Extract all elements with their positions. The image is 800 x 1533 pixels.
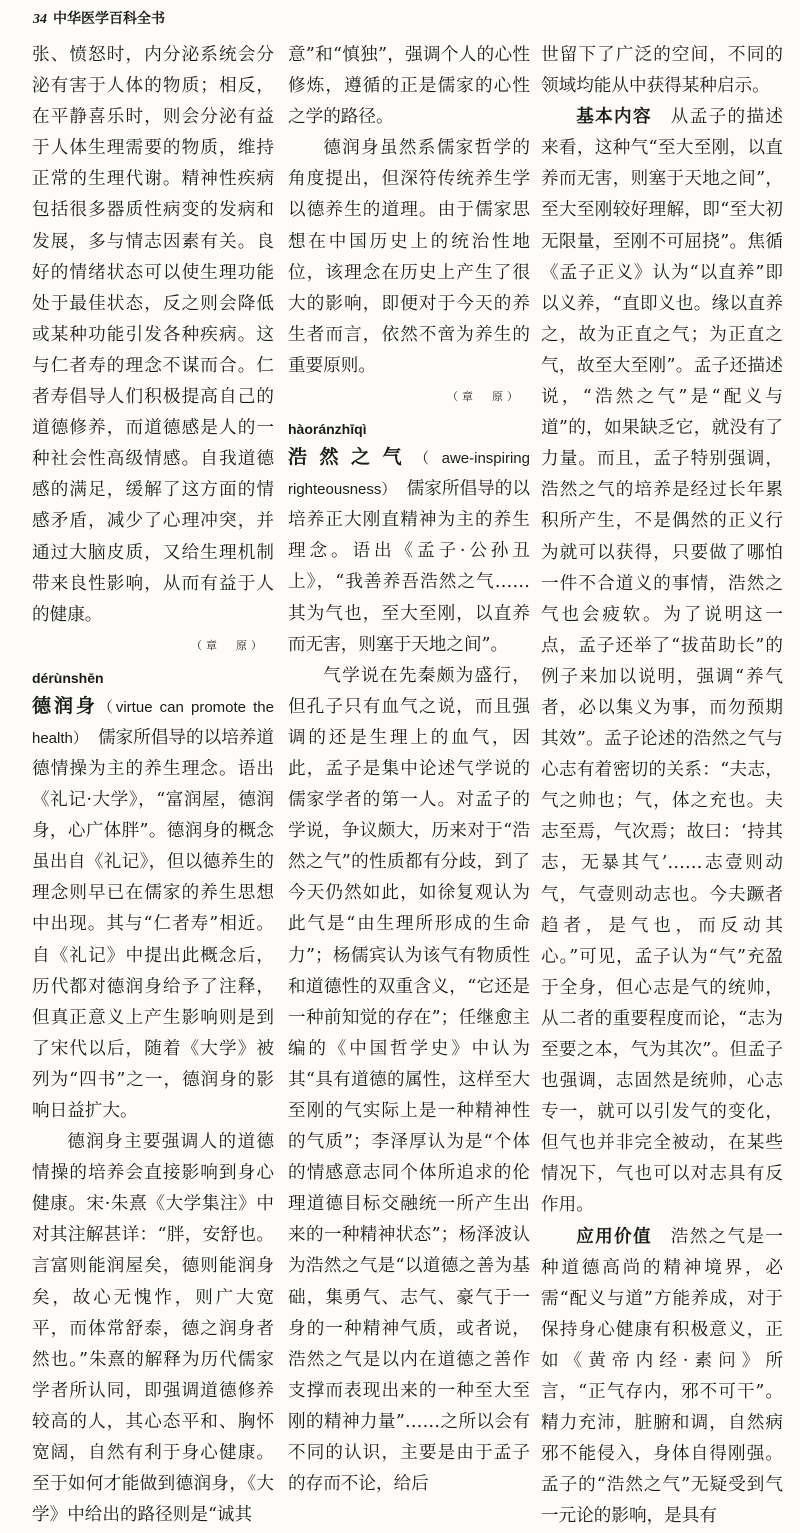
entry-english: （virtue can promote the health） bbox=[32, 698, 274, 747]
entry-term: 德润身 bbox=[32, 694, 98, 717]
paragraph: 德润身主要强调人的道德情操的培养会直接影响到身心健康。宋·朱熹《大学集注》中对其注解甚详：“胖，安舒也。言富则能润屋矣，德则能润身矣，故心无愧怍，则广大宽平，而体常舒泰，德之润身者然也。”朱熹的解释为历代儒家学者所认同，即强调道德修养较高的人，其心态平和、胸怀宽阔，自然有利于身心健康。至于如何才能做到德润身，《大学》中给出的路径则是“诚其 bbox=[32, 1132, 274, 1526]
section-basic-content bbox=[541, 102, 783, 1221]
entry-body bbox=[32, 691, 274, 1127]
entry-english: （awe-inspiring righteousness） bbox=[288, 450, 530, 499]
section-application-value bbox=[541, 1222, 783, 1533]
column-2 bbox=[288, 40, 530, 1500]
page-number: 34 bbox=[33, 12, 47, 27]
entry-definition: 儒家所倡导的以培养道德情操为主的养生理念。语出《礼记·大学》，“富润屋，德润身，心广体胖”。德润身的概念虽出自《礼记》，但以德养生的理念则早已在儒家的养生思想中出现。其与“仁者寿”相近。自《礼记》中提出此概念后，历代都对德润身给予了注释，但真正意义上产生影响则是到了宋代以后，随着《大学》被列为“四书”之一，德润身的影响日益扩大。 bbox=[32, 727, 274, 1121]
section-title: 应用价值 bbox=[576, 1226, 652, 1247]
author-signature: （章 原） bbox=[447, 390, 522, 404]
entry-pinyin: dérùnshēn bbox=[32, 669, 104, 686]
entry-definition: 儒家所倡导的以培养正大刚直精神为主的养生理念。语出《孟子·公孙丑上》，“我善养吾浩然之气……其为气也，至大至刚，以直养而无害，则塞于天地之间”。 bbox=[288, 479, 530, 655]
paragraph: 张、愤怒时，内分泌系统会分泌有害于人体的物质；相反，在平静喜乐时，则会分泌有益于人体生理需要的物质，维持正常的生理代谢。精神性疾病包括很多器质性病变的发病和发展，多与情志因素有关。良好的情绪状态可以使生理功能处于最佳状态，反之则会降低或某种功能引发各种疾病。这与仁者寿的理念不谋而合。仁者寿倡导人们积极提高自己的道德修养，而道德感是人的一种社会性高级情感。自我道德感的满足，缓解了这方面的情感矛盾，减少了心理冲突，并通过大脑皮质，又给生理机制带来良性影响，从而有益于人的健康。 bbox=[32, 45, 274, 625]
paragraph: 世留下了广泛的空间，不同的领域均能从中获得某种启示。 bbox=[541, 45, 783, 97]
entry-term: 浩然之气 bbox=[288, 446, 415, 469]
book-title: 中华医学百科全书 bbox=[53, 11, 165, 27]
paragraph: 德润身虽然系儒家哲学的角度提出，但深符传统养生学以德养生的道理。由于儒家思想在中国历史上的统治性地位，该理念在历史上产生了很大的影响，即便对于今天的养生者而言，依然不啻为养生的重要原则。 bbox=[288, 138, 530, 376]
author-signature: （章 原） bbox=[191, 638, 266, 652]
section-text: 浩然之气是一种道德高尚的精神境界，必需“配义与道”方能养成，对于保持身心健康有积极意义，正如《黄帝内经·素问》所言，“正气存内，邪不可干”。精力充沛，脏腑和调，自然病邪不能侵入，身体自得刚强。孟子的“浩然之气”无疑受到气一元论的影响，是具有 bbox=[541, 1226, 783, 1527]
column-3 bbox=[541, 40, 783, 1533]
section-text: 从孟子的描述来看，这种气“至大至刚，以直养而无害，则塞于天地之间”，至大至刚较好理解，即“至大初无限量，至刚不可屈挠”。焦循《孟子正义》认为“以直养”即以义养，“直即义也。缘以直养之，故为正直之气；为正直之气，故至大至刚”。孟子还描述说，“浩然之气”是“配义与道”的，如果缺乏它，就没有了力量。而且，孟子特别强调，浩然之气的培养是经过长年累积所产生，不是偶然的正义行为就可以获得，只要做了哪怕一件不合道义的事情，浩然之气也会疲软。为了说明这一点，孟子还举了“拔苗助长”的例子来加以说明，强调“养气者，必以集义为事，而勿预期其效”。孟子论述的浩然之气与心志有着密切的关系：“夫志，气之帅也；气，体之充也。夫志至焉，气次焉；故曰：‘持其志，无暴其气’……志壹则动气，气壹则动志也。今夫蹶者趋者，是气也，而反动其心。”可见，孟子认为“气”充盈于全身，但心志是气的统帅，从二者的重要程度而论，“志为至要之本，气为其次”。但孟子也强调，志固然是统帅，心志专一，就可以引发气的变化，但气也并非完全被动，在某些情况下，气也可以对志具有反作用。 bbox=[541, 107, 783, 1216]
entry-body bbox=[288, 442, 530, 661]
entry-pinyin: hàoránzhīqì bbox=[288, 421, 367, 438]
paragraph: 意”和“慎独”，强调个人的心性修炼，遵循的正是儒家的心性之学的路径。 bbox=[288, 45, 530, 128]
page-header bbox=[33, 8, 165, 34]
paragraph: 气学说在先秦颇为盛行，但孔子只有血气之说，而且强调的还是生理上的血气，因此，孟子是集中论述气学说的儒家学者的第一人。对孟子的学说，争议颇大，历来对于“浩然之气”的性质都有分歧，到了今天仍然如此，如徐复观认为此气是“由生理所形成的生命力”；杨儒宾认为该气有物质性和道德性的双重含义，“它还是一种前知觉的存在”；任继愈主编的《中国哲学史》中认为其“具有道德的属性，这样至大至刚的气实际上是一种精神性的气质”；李泽厚认为是“个体的情感意志同个体所追求的伦理道德目标交融统一所产生出来的一种精神状态”；杨泽波认为浩然之气是“以道德之善为基础，集勇气、志气、豪气于一身的一种精神气质，或者说，浩然之气是以内在道德之善作支撑而表现出来的一种至大至刚的精神力量”……之所以会有不同的认识，主要是由于孟子的存而不论，给后 bbox=[288, 665, 530, 1495]
column-1 bbox=[32, 40, 274, 1531]
section-title: 基本内容 bbox=[576, 107, 652, 128]
